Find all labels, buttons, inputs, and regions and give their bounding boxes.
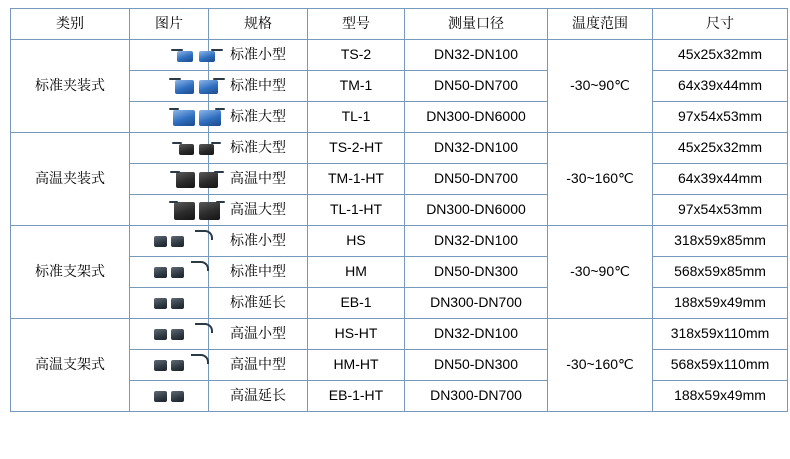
spec-cell: 高温中型 <box>209 350 308 381</box>
product-image-cell <box>130 381 209 412</box>
bore-cell: DN300-DN6000 <box>405 195 548 226</box>
model-cell: TL-1 <box>308 102 405 133</box>
spec-cell: 标准中型 <box>209 71 308 102</box>
product-image-cell <box>130 71 209 102</box>
model-cell: TL-1-HT <box>308 195 405 226</box>
bore-cell: DN32-DN100 <box>405 133 548 164</box>
temperature-cell: -30~160℃ <box>548 319 653 412</box>
product-image-cell <box>130 40 209 71</box>
bore-cell: DN50-DN700 <box>405 71 548 102</box>
clamp-sensor-black-large-icon <box>140 199 198 221</box>
clamp-sensor-black-small-icon <box>140 137 198 159</box>
clamp-sensor-blue-large-icon <box>140 106 198 128</box>
table-row <box>11 226 788 257</box>
size-cell: 188x59x49mm <box>653 381 788 412</box>
spec-cell: 标准小型 <box>209 226 308 257</box>
model-cell: TS-2 <box>308 40 405 71</box>
size-cell: 45x25x32mm <box>653 40 788 71</box>
rail-sensor-ht-extend-icon <box>140 385 198 407</box>
bore-cell: DN50-DN700 <box>405 164 548 195</box>
clamp-sensor-blue-small-icon <box>140 44 198 66</box>
bore-cell: DN32-DN100 <box>405 226 548 257</box>
rail-sensor-ht-medium-icon <box>140 354 198 376</box>
size-cell: 97x54x53mm <box>653 195 788 226</box>
temperature-cell: -30~90℃ <box>548 40 653 133</box>
category-cell: 标准支架式 <box>11 226 130 319</box>
size-cell: 64x39x44mm <box>653 164 788 195</box>
table-body <box>11 40 788 412</box>
header-image: 图片 <box>130 9 209 40</box>
table-row <box>11 133 788 164</box>
product-image-cell <box>130 226 209 257</box>
category-cell: 高温夹装式 <box>11 133 130 226</box>
bore-cell: DN32-DN100 <box>405 319 548 350</box>
model-cell: HS-HT <box>308 319 405 350</box>
size-cell: 568x59x85mm <box>653 257 788 288</box>
size-cell: 318x59x110mm <box>653 319 788 350</box>
model-cell: EB-1 <box>308 288 405 319</box>
bore-cell: DN300-DN700 <box>405 381 548 412</box>
product-image-cell <box>130 133 209 164</box>
model-cell: HM-HT <box>308 350 405 381</box>
product-image-cell <box>130 319 209 350</box>
model-cell: HS <box>308 226 405 257</box>
temperature-cell: -30~160℃ <box>548 133 653 226</box>
model-cell: HM <box>308 257 405 288</box>
header-temperature: 温度范围 <box>548 9 653 40</box>
product-image-cell <box>130 288 209 319</box>
table-row <box>11 319 788 350</box>
category-cell: 标准夹装式 <box>11 40 130 133</box>
table-header <box>11 9 788 40</box>
table-row <box>11 40 788 71</box>
spec-cell: 标准大型 <box>209 102 308 133</box>
table-header-row <box>11 9 788 40</box>
spec-cell: 标准中型 <box>209 257 308 288</box>
size-cell: 97x54x53mm <box>653 102 788 133</box>
size-cell: 318x59x85mm <box>653 226 788 257</box>
product-image-cell <box>130 257 209 288</box>
model-cell: TM-1-HT <box>308 164 405 195</box>
header-spec: 规格 <box>209 9 308 40</box>
bore-cell: DN300-DN700 <box>405 288 548 319</box>
clamp-sensor-black-medium-icon <box>140 168 198 190</box>
rail-sensor-ht-small-icon <box>140 323 198 345</box>
spec-cell: 高温延长 <box>209 381 308 412</box>
bore-cell: DN50-DN300 <box>405 257 548 288</box>
rail-sensor-standard-medium-icon <box>140 261 198 283</box>
category-cell: 高温支架式 <box>11 319 130 412</box>
spec-cell: 标准大型 <box>209 133 308 164</box>
bore-cell: DN50-DN300 <box>405 350 548 381</box>
rail-sensor-standard-extend-icon <box>140 292 198 314</box>
rail-sensor-standard-small-icon <box>140 230 198 252</box>
model-cell: EB-1-HT <box>308 381 405 412</box>
spec-cell: 标准小型 <box>209 40 308 71</box>
product-image-cell <box>130 195 209 226</box>
spec-cell: 标准延长 <box>209 288 308 319</box>
header-model: 型号 <box>308 9 405 40</box>
spec-cell: 高温小型 <box>209 319 308 350</box>
header-category: 类别 <box>11 9 130 40</box>
product-image-cell <box>130 350 209 381</box>
model-cell: TM-1 <box>308 71 405 102</box>
spec-cell: 高温大型 <box>209 195 308 226</box>
header-size: 尺寸 <box>653 9 788 40</box>
model-cell: TS-2-HT <box>308 133 405 164</box>
bore-cell: DN300-DN6000 <box>405 102 548 133</box>
product-image-cell <box>130 164 209 195</box>
header-bore: 测量口径 <box>405 9 548 40</box>
sensor-specification-table <box>10 8 788 412</box>
temperature-cell: -30~90℃ <box>548 226 653 319</box>
spec-cell: 高温中型 <box>209 164 308 195</box>
size-cell: 568x59x110mm <box>653 350 788 381</box>
size-cell: 188x59x49mm <box>653 288 788 319</box>
bore-cell: DN32-DN100 <box>405 40 548 71</box>
size-cell: 45x25x32mm <box>653 133 788 164</box>
clamp-sensor-blue-medium-icon <box>140 75 198 97</box>
size-cell: 64x39x44mm <box>653 71 788 102</box>
product-image-cell <box>130 102 209 133</box>
